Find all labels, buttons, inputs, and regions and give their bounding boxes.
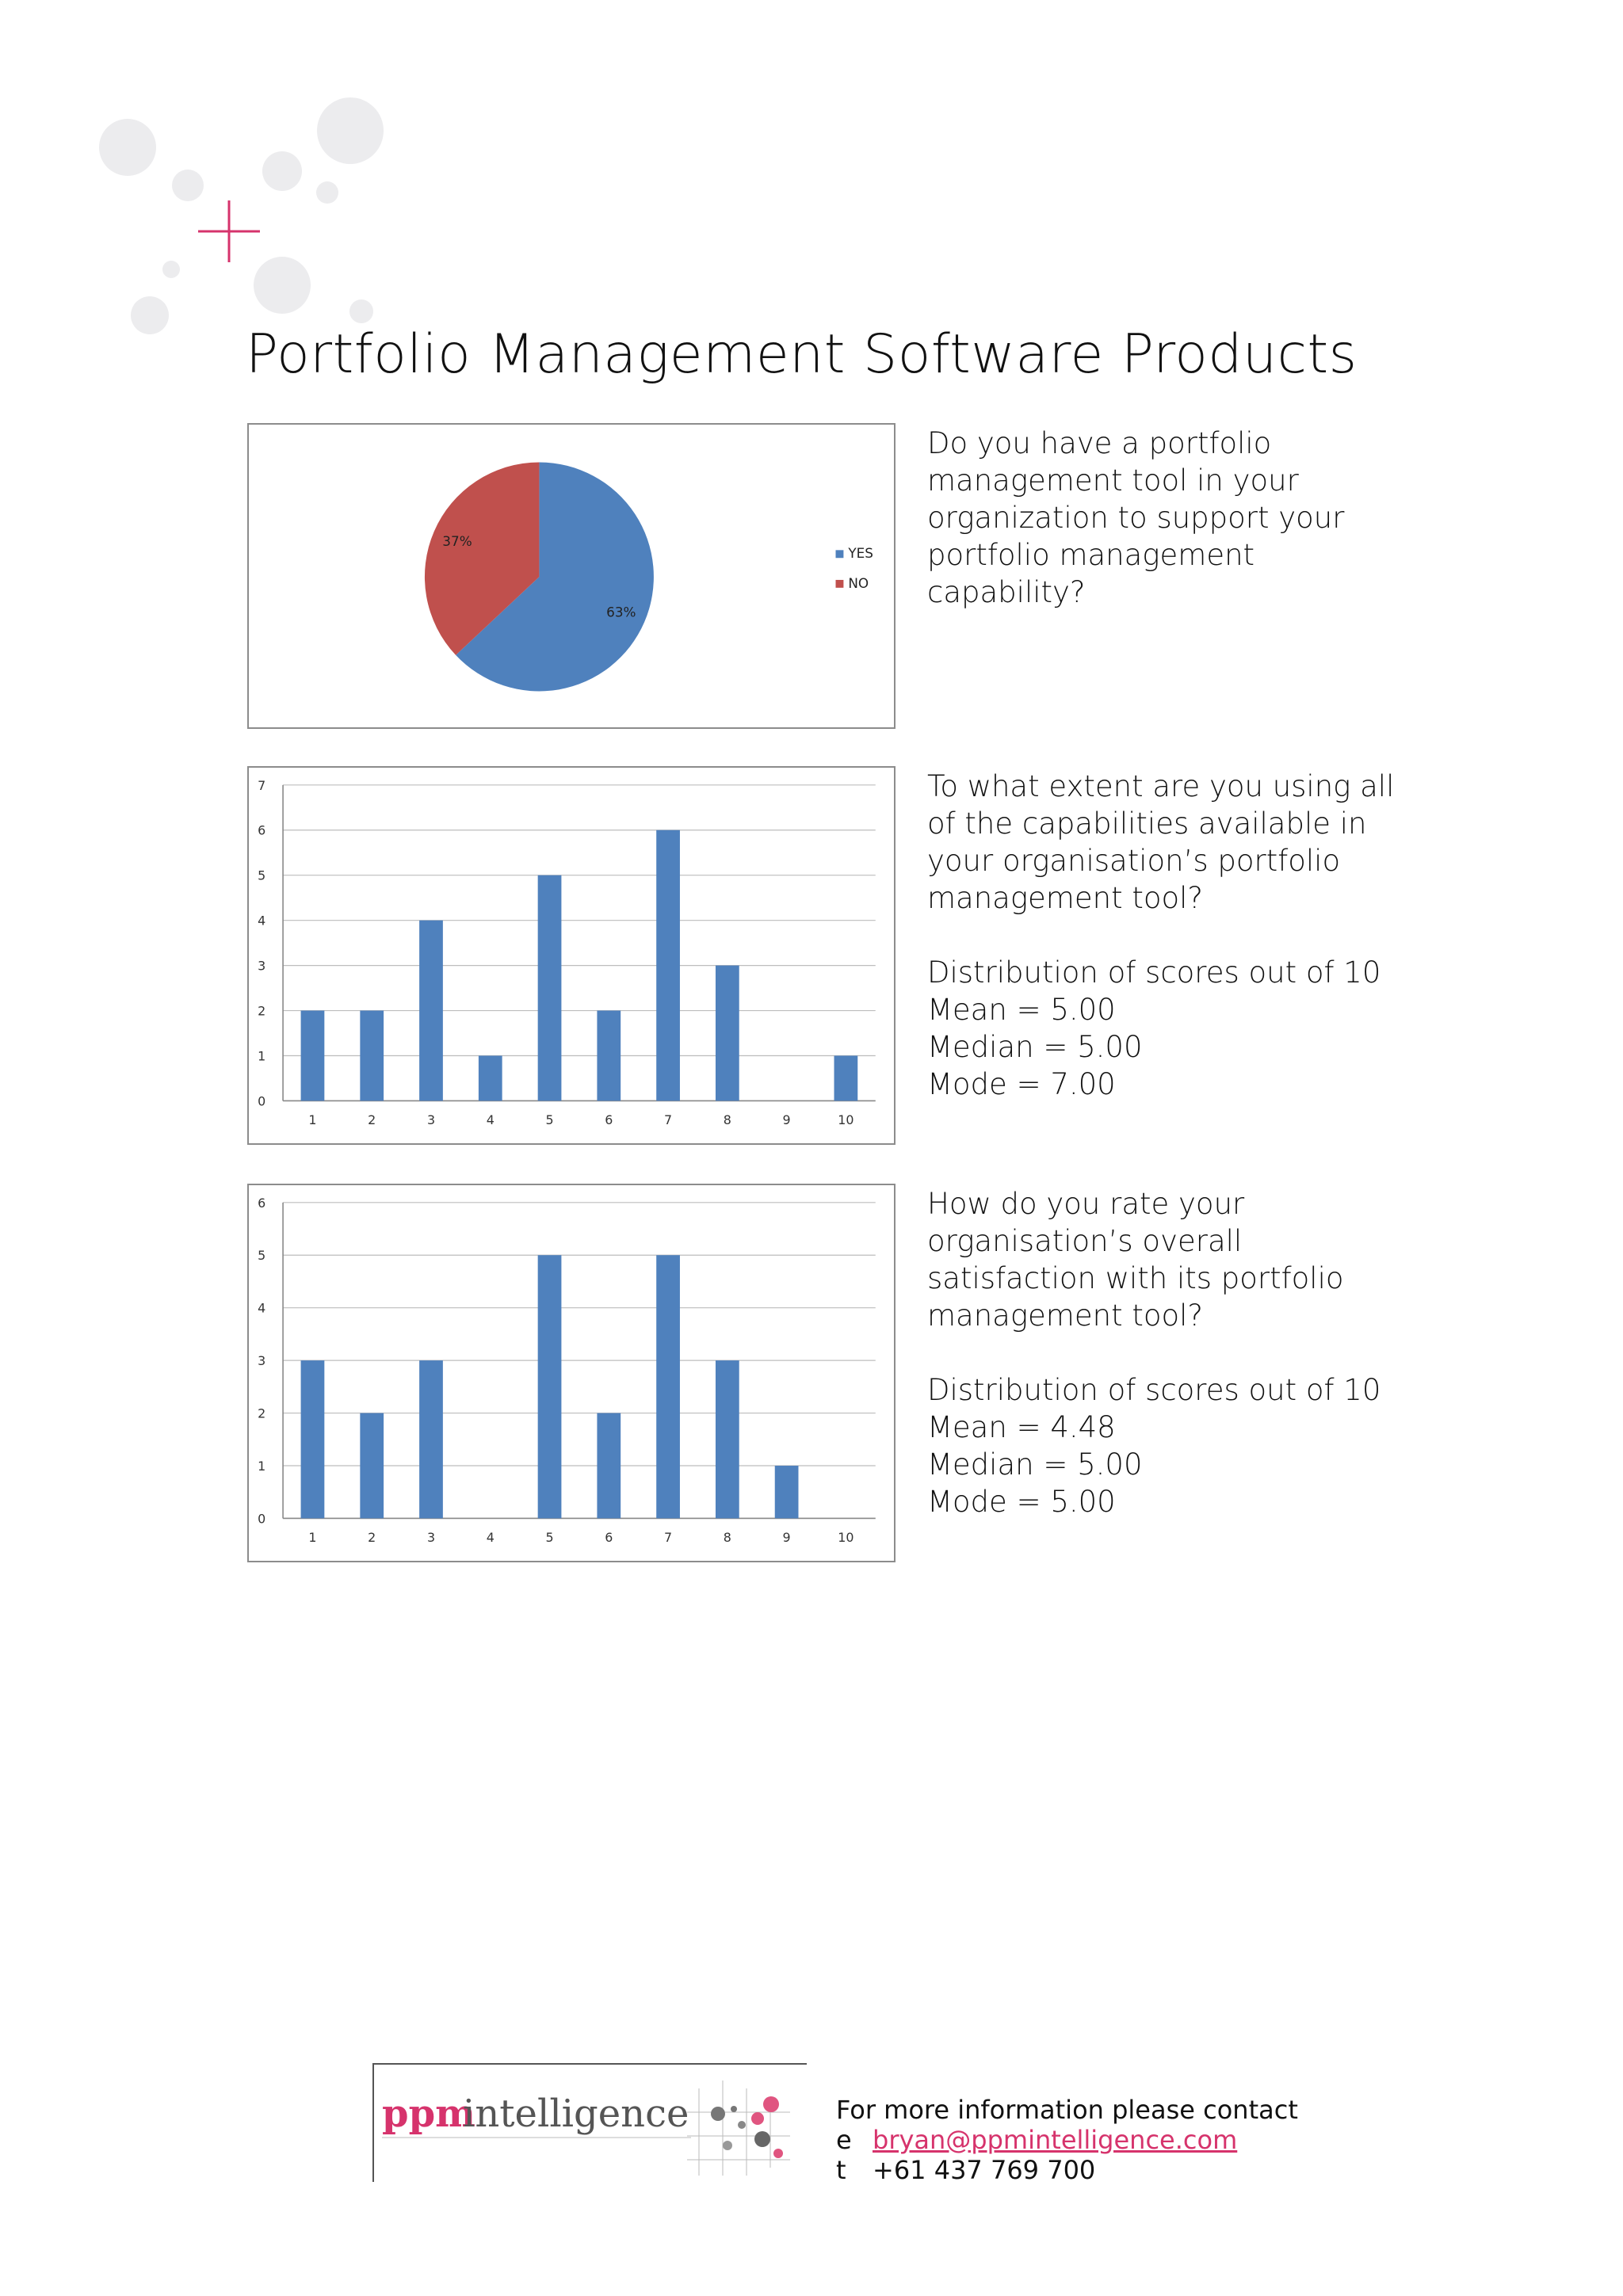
- pie-chart: [247, 423, 896, 729]
- x-tick-label: 3: [426, 1112, 436, 1128]
- bar-chart-capabilities: [247, 766, 896, 1145]
- y-tick-label: 6: [258, 1195, 266, 1211]
- x-tick-label: 7: [664, 1530, 673, 1546]
- legend-label-no: NO: [848, 574, 869, 591]
- y-tick-label: 5: [258, 1248, 266, 1264]
- x-tick-label: 6: [605, 1530, 613, 1546]
- bar-1: [301, 1011, 325, 1101]
- x-tick-label: 4: [486, 1112, 495, 1128]
- legend-swatch-yes: [836, 550, 844, 558]
- contact-email-row: [836, 2125, 1391, 2155]
- bar-7: [656, 1255, 680, 1518]
- bar-3: [419, 1360, 443, 1518]
- y-tick-label: 3: [258, 958, 266, 974]
- logo-ppm-text: ppm: [382, 2092, 475, 2136]
- plus-icon: [198, 200, 260, 262]
- y-tick-label: 1: [258, 1458, 266, 1474]
- legend-label-yes: YES: [848, 545, 873, 562]
- question-1-line: organization to support your: [927, 501, 1345, 535]
- bar-5: [538, 875, 562, 1101]
- question-1-line: portfolio management: [927, 538, 1255, 572]
- question-3-stat: Median = 5.00: [927, 1447, 1143, 1482]
- contact-heading: For more information please contact: [836, 2095, 1298, 2125]
- email-link[interactable]: bryan@ppmintelligence.com: [873, 2125, 1238, 2155]
- y-tick-label: 5: [258, 868, 266, 883]
- logo-intelligence-text: intelligence: [463, 2092, 689, 2136]
- bar-7: [656, 830, 680, 1101]
- question-3-stat: Mean = 4.48: [927, 1410, 1116, 1444]
- bar-chart-satisfaction-svg: [249, 1185, 894, 1561]
- x-tick-label: 9: [782, 1112, 791, 1128]
- bar-2: [360, 1413, 384, 1519]
- pie-data-label: 63%: [606, 604, 636, 620]
- bar-6: [597, 1011, 621, 1101]
- y-tick-label: 2: [258, 1003, 266, 1019]
- question-3-line: organisation’s overall: [927, 1224, 1243, 1258]
- question-2-stat: Mode = 7.00: [927, 1067, 1116, 1101]
- question-2-stat: Distribution of scores out of 10: [927, 955, 1381, 990]
- question-1-line: management tool in your: [927, 463, 1299, 498]
- question-3-line: management tool?: [927, 1299, 1204, 1333]
- bar-6: [597, 1413, 621, 1519]
- bar-4: [479, 1056, 502, 1101]
- x-tick-label: 3: [426, 1530, 436, 1546]
- question-3-line: satisfaction with its portfolio: [927, 1261, 1344, 1295]
- bar-9: [775, 1466, 799, 1518]
- bar-5: [538, 1255, 562, 1518]
- bar-10: [834, 1056, 858, 1101]
- question-2-line: of the capabilities available in: [927, 807, 1367, 841]
- x-tick-label: 4: [486, 1530, 495, 1546]
- question-2-line: your organisation’s portfolio: [927, 844, 1341, 878]
- y-tick-label: 6: [258, 822, 266, 838]
- pie-chart-svg: [249, 425, 894, 727]
- bar-1: [301, 1360, 325, 1518]
- x-tick-label: 6: [605, 1112, 613, 1128]
- question-3: [927, 1185, 1419, 1520]
- question-3-line: How do you rate your: [927, 1187, 1245, 1221]
- bar-3: [419, 921, 443, 1101]
- x-tick-label: 10: [838, 1530, 854, 1546]
- question-1-line: capability?: [927, 575, 1086, 609]
- pie-data-label: 37%: [442, 533, 472, 550]
- x-tick-label: 2: [368, 1112, 376, 1128]
- y-tick-label: 2: [258, 1405, 266, 1421]
- x-tick-label: 8: [723, 1112, 731, 1128]
- contact-info: [836, 2095, 1391, 2185]
- x-tick-label: 10: [838, 1112, 854, 1128]
- y-tick-label: 4: [258, 913, 266, 929]
- y-tick-label: 7: [258, 777, 266, 793]
- question-1-line: Do you have a portfolio: [927, 426, 1272, 460]
- ppm-intelligence-logo: [372, 2063, 807, 2182]
- bar-chart-capabilities-svg: [249, 768, 894, 1143]
- bar-chart-satisfaction: [247, 1184, 896, 1562]
- question-2-line: To what extent are you using all: [927, 769, 1395, 803]
- bar-8: [716, 966, 739, 1101]
- x-tick-label: 5: [545, 1112, 554, 1128]
- logo-grid-icon: [687, 2081, 790, 2176]
- x-tick-label: 8: [723, 1530, 731, 1546]
- y-tick-label: 0: [258, 1511, 266, 1527]
- y-tick-label: 1: [258, 1048, 266, 1064]
- email-prefix: e: [836, 2125, 852, 2155]
- bar-2: [360, 1011, 384, 1101]
- question-2-line: management tool?: [927, 881, 1204, 915]
- x-tick-label: 2: [368, 1530, 376, 1546]
- question-2: [927, 768, 1419, 1103]
- x-tick-label: 9: [782, 1530, 791, 1546]
- x-tick-label: 5: [545, 1530, 554, 1546]
- x-tick-label: 7: [664, 1112, 673, 1128]
- question-2-stat: Mean = 5.00: [927, 993, 1116, 1027]
- phone-number: +61 437 769 700: [873, 2155, 1096, 2185]
- question-1: [927, 425, 1419, 611]
- phone-prefix: t: [836, 2155, 846, 2185]
- decorative-bubbles: [0, 0, 412, 349]
- contact-phone-row: [836, 2155, 1391, 2185]
- x-tick-label: 1: [308, 1530, 317, 1546]
- question-3-stat: Distribution of scores out of 10: [927, 1373, 1381, 1407]
- y-tick-label: 4: [258, 1300, 266, 1316]
- y-tick-label: 3: [258, 1353, 266, 1369]
- question-3-stat: Mode = 5.00: [927, 1485, 1116, 1519]
- legend-swatch-no: [836, 580, 844, 588]
- page-title: Portfolio Management Software Products: [246, 323, 1358, 386]
- question-2-stat: Median = 5.00: [927, 1030, 1143, 1064]
- x-tick-label: 1: [308, 1112, 317, 1128]
- y-tick-label: 0: [258, 1093, 266, 1109]
- bar-8: [716, 1360, 739, 1518]
